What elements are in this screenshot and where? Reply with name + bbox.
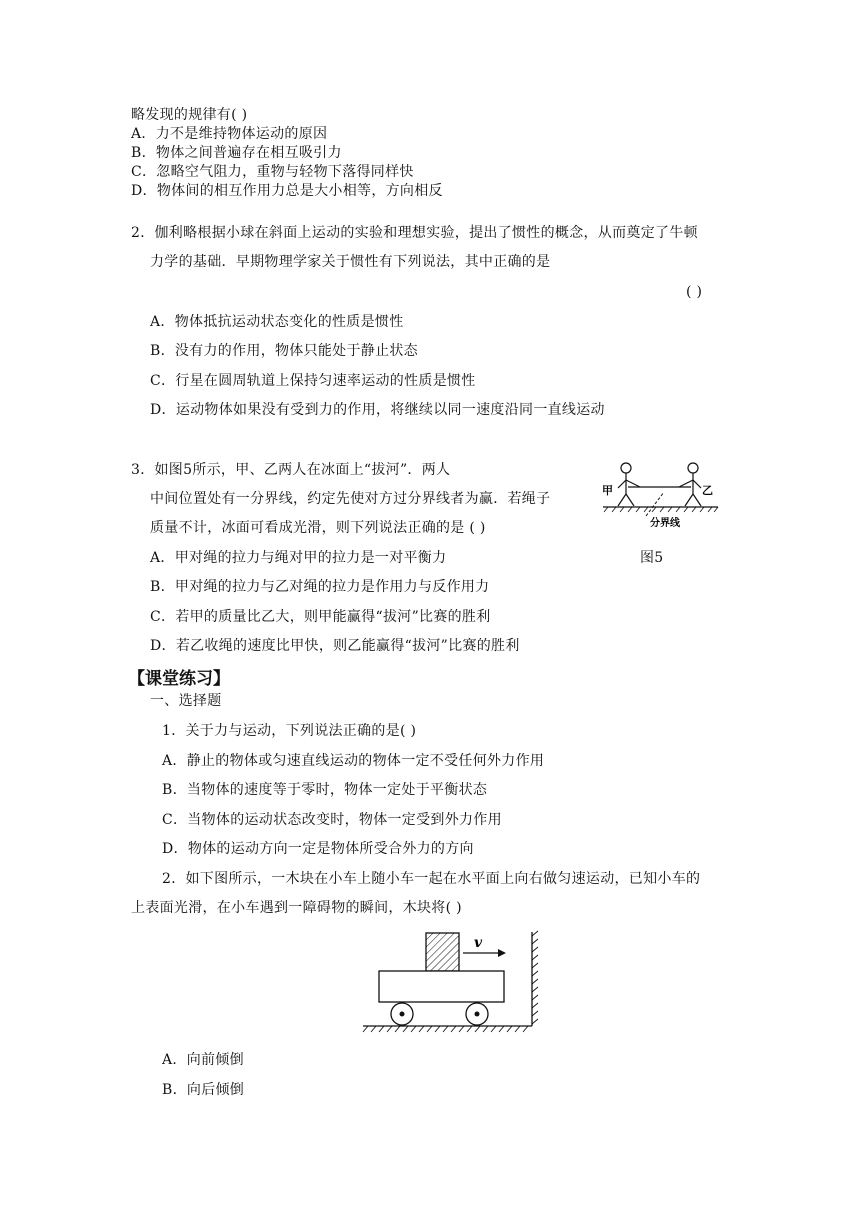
q2-option-a: A．物体抵抗运动状态变化的性质是惯性 xyxy=(150,314,404,330)
q3-option-a: A．甲对绳的拉力与绳对甲的拉力是一对平衡力 xyxy=(150,550,447,566)
q3-option-d: D．若乙收绳的速度比甲快，则乙能赢得“拔河”比赛的胜利 xyxy=(150,638,520,654)
q3-option-b: B．甲对绳的拉力与乙对绳的拉力是作用力与反作用力 xyxy=(150,579,490,595)
p1-option-b: B．当物体的速度等于零时，物体一定处于平衡状态 xyxy=(162,782,488,798)
q1-option-d: D．物体间的相互作用力总是大小相等，方向相反 xyxy=(131,183,443,199)
person-yi-head xyxy=(688,463,698,473)
p2-option-a: A．向前倾倒 xyxy=(162,1052,244,1068)
cart-obstacle-figure xyxy=(360,928,545,1038)
label-yi: 乙 xyxy=(702,484,713,497)
q2-option-d: D．运动物体如果没有受到力的作用，将继续以同一速度沿同一直线运动 xyxy=(150,402,605,418)
q1-option-c: C．忽略空气阻力，重物与轻物下落得同样快 xyxy=(131,164,414,180)
label-boundary: 分界线 xyxy=(650,518,680,529)
tug-of-war-figure xyxy=(598,460,723,532)
p2-option-b: B．向后倾倒 xyxy=(162,1082,245,1098)
velocity-label: v xyxy=(474,935,483,951)
section-title: 【课堂练习】 xyxy=(128,669,230,689)
q1-option-a: A．力不是维持物体运动的原因 xyxy=(131,126,328,142)
q2-stem-line1: 2．伽利略根据小球在斜面上运动的实验和理想实验，提出了惯性的概念，从而奠定了牛顿 xyxy=(131,225,698,241)
q3-stem-line1: 3．如图5所示，甲、乙两人在冰面上“拔河”．两人 xyxy=(131,462,451,478)
wood-block xyxy=(426,933,459,971)
p1-option-d: D．物体的运动方向一定是物体所受合外力的方向 xyxy=(162,841,474,857)
q2-option-c: C．行星在圆周轨道上保持匀速率运动的性质是惯性 xyxy=(150,373,476,389)
p1-option-a: A．静止的物体或匀速直线运动的物体一定不受任何外力作用 xyxy=(162,753,545,769)
label-jia: 甲 xyxy=(602,484,613,497)
figure-5-caption: 图5 xyxy=(640,550,664,566)
p2-stem-line1: 2．如下图所示，一木块在小车上随小车一起在水平面上向右做匀速运动，已知小车的 xyxy=(162,871,701,887)
q1-stem-tail: 略发现的规律有( ) xyxy=(131,107,248,123)
q3-option-c: C．若甲的质量比乙大，则甲能赢得“拔河”比赛的胜利 xyxy=(150,609,491,625)
q2-answer-paren: ( ) xyxy=(686,284,703,300)
q2-stem-line2: 力学的基础．早期物理学家关于惯性有下列说法，其中正确的是 xyxy=(150,254,551,270)
q3-stem-line2: 中间位置处有一分界线，约定先使对方过分界线者为赢．若绳子 xyxy=(150,491,551,507)
boundary-line xyxy=(646,492,664,516)
q3-stem-line3: 质量不计，冰面可看成光滑，则下列说法正确的是 ( ) xyxy=(150,520,486,536)
cart-body xyxy=(379,971,504,1002)
p1-option-c: C．当物体的运动状态改变时，物体一定受到外力作用 xyxy=(162,812,502,828)
q2-option-b: B．没有力的作用，物体只能处于静止状态 xyxy=(150,343,418,359)
p1-stem: 1．关于力与运动，下列说法正确的是( ) xyxy=(162,723,417,739)
section-subtitle: 一、选择题 xyxy=(150,693,222,709)
person-jia-head xyxy=(621,463,631,473)
q1-option-b: B．物体之间普遍存在相互吸引力 xyxy=(131,145,342,161)
p2-stem-line2: 上表面光滑，在小车遇到一障碍物的瞬间，木块将( ) xyxy=(131,900,462,916)
